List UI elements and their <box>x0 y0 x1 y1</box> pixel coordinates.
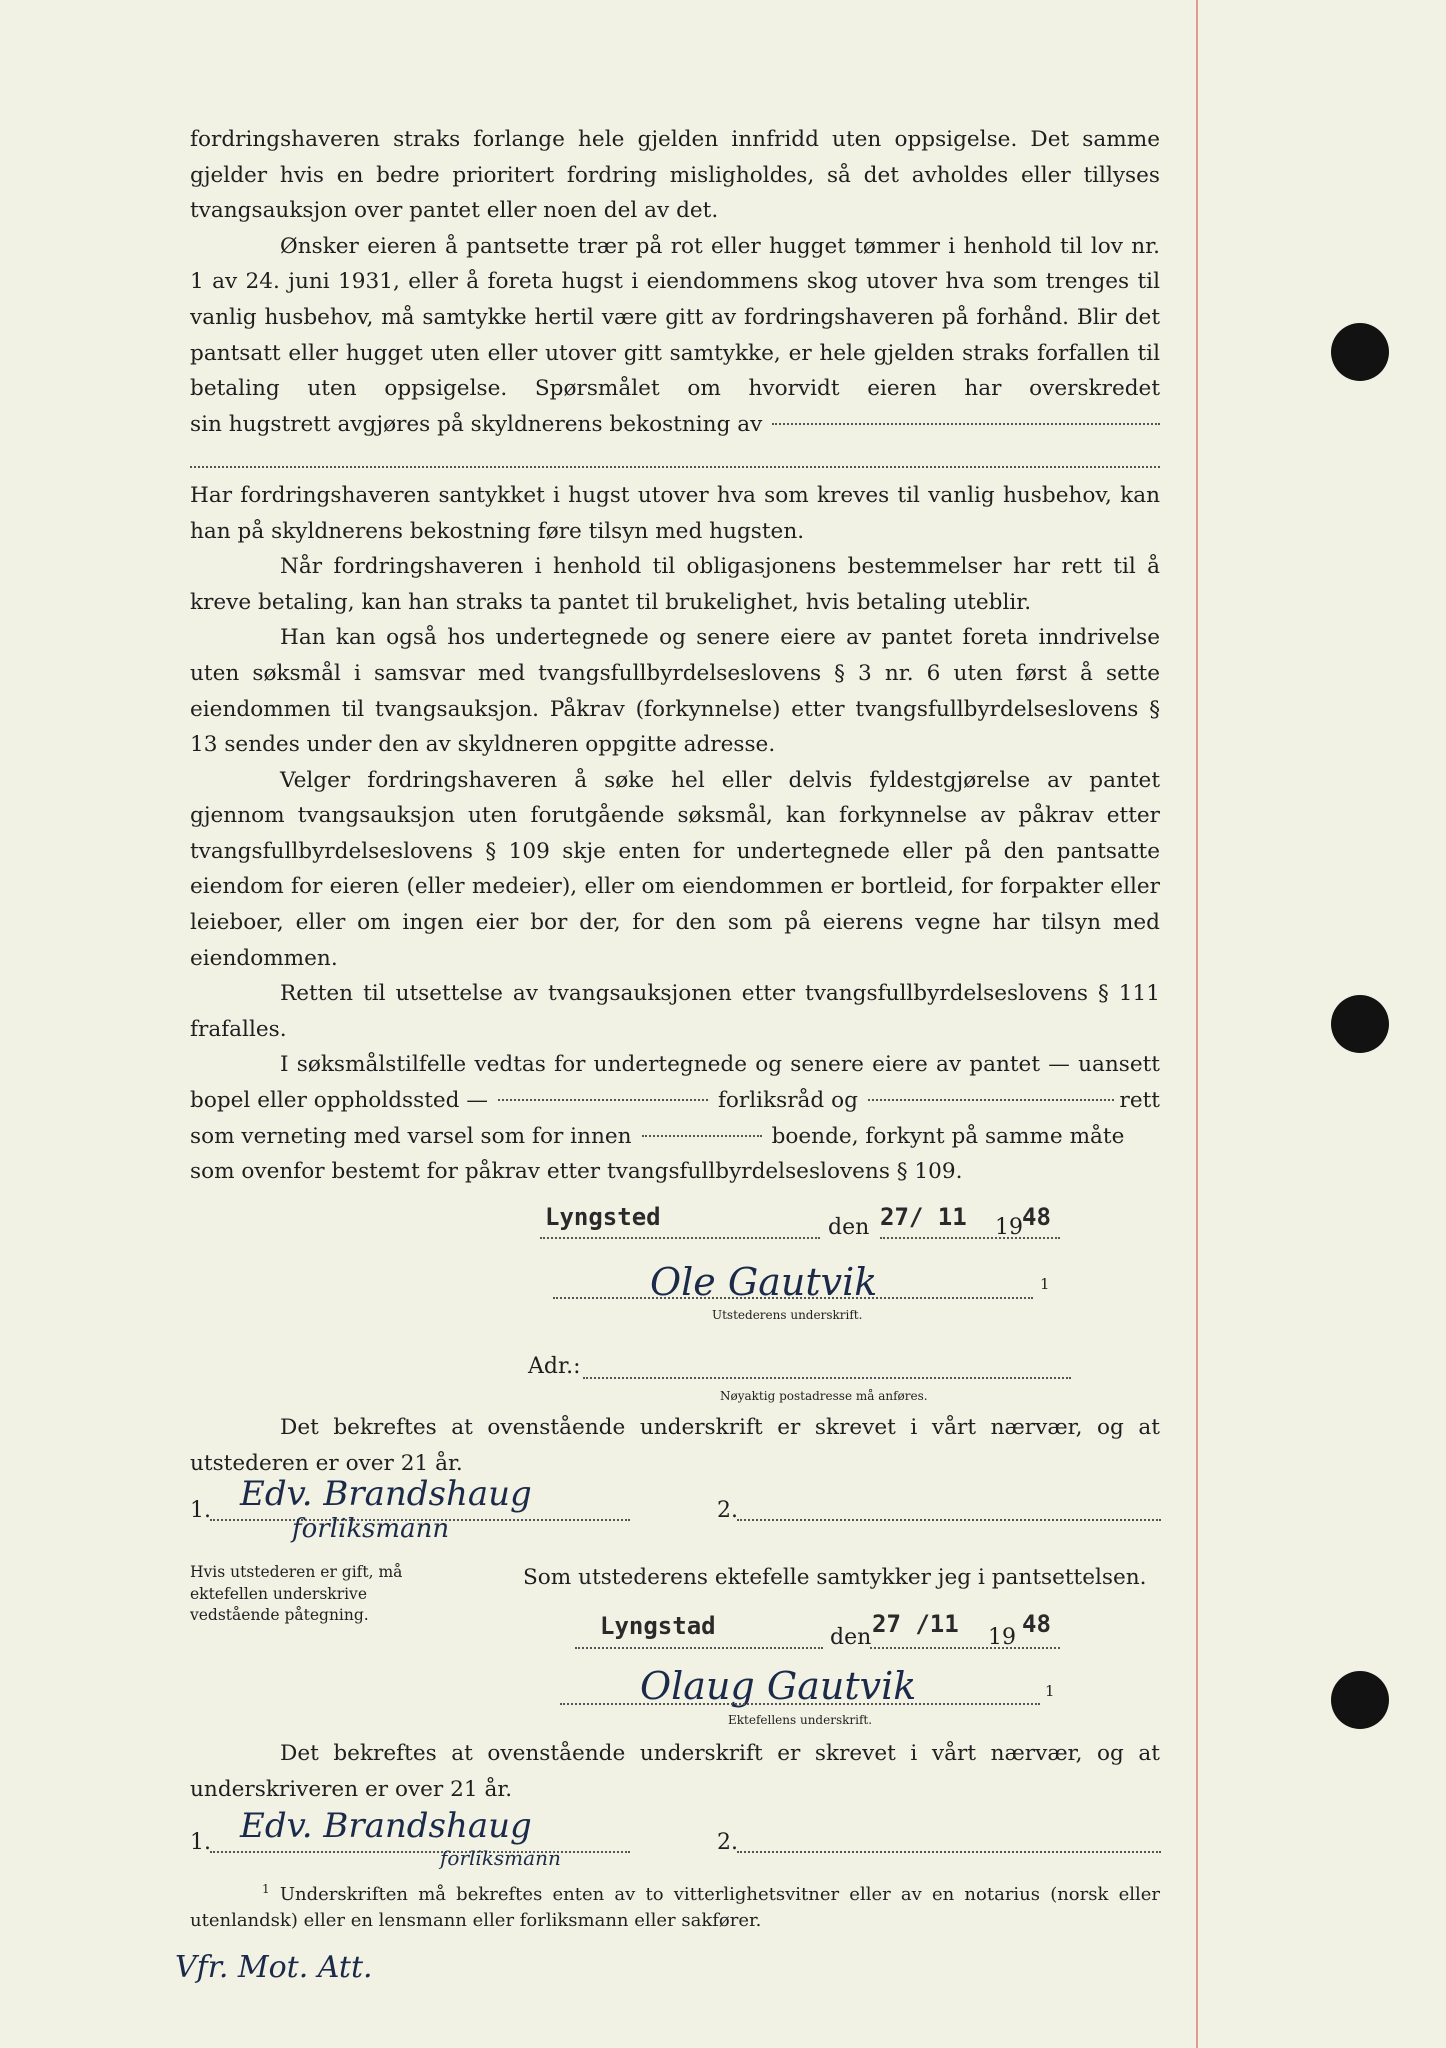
paragraph-text: som verneting med varsel som for innen <box>190 1123 632 1149</box>
witness-title: forliksmann <box>440 1846 561 1870</box>
spouse-consent: Som utstederens ektefelle samtykker jeg i pantsettelsen. <box>523 1565 1147 1590</box>
date-label: den <box>828 1215 870 1240</box>
paragraph: Han kan også hos undertegnede og senere eiere av pantet foreta inndrivelse uten søksmål i samsvar med tvangsfullbyrdelseslovens § 3 nr. 6 uten først å sette eiendommen til tvangsauksjon. Påkrav (forkynnelse) etter tvangsfullbyrdelseslovens § 13 sendes under den av skyldneren oppgitte adresse. <box>190 625 1160 758</box>
handwritten-note: Vfr. Mot. Att. <box>175 1950 373 1985</box>
witness-title: forliksmann <box>292 1514 450 1544</box>
punch-hole <box>1331 995 1389 1053</box>
footnote-mark: 1 <box>262 1882 270 1896</box>
place-typed: Lyngsted <box>545 1203 661 1231</box>
place-field <box>575 1647 823 1649</box>
paragraph-line <box>190 1119 1160 1155</box>
date-label: den <box>830 1625 872 1650</box>
signature-field <box>553 1297 1033 1299</box>
spouse-signature: Olaug Gautvik <box>640 1664 917 1708</box>
spouse-side-note: Hvis utstederen er gift, må ektefellen underskrive vedstående påtegning. <box>190 1563 403 1624</box>
year-prefix: 19 <box>995 1215 1023 1240</box>
paragraph-text: rett <box>1119 1088 1160 1114</box>
address-caption: Nøyaktig postadresse må anføres. <box>720 1389 928 1403</box>
paragraph: Når fordringshaveren i henhold til obligasjonens bestemmelser har rett til å kreve betaling, kan han straks ta pantet til brukelighet, hvis betaling uteblir. <box>190 554 1160 615</box>
witness-field <box>737 1851 1161 1853</box>
footnote-ref: 1 <box>1040 1275 1050 1293</box>
paragraph: som ovenfor bestemt for påkrav etter tvangsfullbyrdelseslovens § 109. <box>190 1159 963 1185</box>
signature-caption: Ektefellens underskrift. <box>728 1713 873 1727</box>
witness-signature: Edv. Brandshaug <box>240 1806 532 1846</box>
date-field <box>880 1237 1060 1239</box>
footnote-text: Underskriften må bekreftes enten av to vitterlighetsvitner eller av en notarius (norsk eller utenlandsk) eller en lensmann eller forliksmann eller sakfører. <box>190 1884 1160 1931</box>
blank-field <box>498 1099 708 1101</box>
signature-field <box>560 1703 1040 1705</box>
blank-field <box>868 1099 1114 1101</box>
witness-number: 1. <box>190 1830 211 1855</box>
signature-caption: Utstederens underskrift. <box>712 1308 863 1322</box>
blank-field <box>772 423 1160 425</box>
date-typed: 27 /11 <box>872 1610 959 1638</box>
witness-number: 2. <box>717 1830 738 1855</box>
margin-rule <box>1196 0 1198 2048</box>
paragraph: Har fordringshaveren santykket i hugst utover hva som kreves til vanlig husbehov, kan han på skyldnerens bekostning føre tilsyn med hugsten. <box>190 482 1160 544</box>
year-typed: 48 <box>1022 1610 1051 1638</box>
paragraph: Velger fordringshaveren å søke hel eller delvis fyldestgjørelse av pantet gjennom tvangsauksjon uten forutgående søksmål, kan forkynnelse av påkrav etter tvangsfullbyrdelseslovens § 109 skje enten for undertegnede eller på den pantsatte eiendom for eieren (eller medeier), eller om eiendommen er bortleid, for forpakter eller leieboer, eller om ingen eier bor der, for den som på eierens vegne har tilsyn med eiendommen. <box>190 767 1160 971</box>
paragraph: I søksmålstilfelle vedtas for undertegnede og senere eiere av pantet — uansett <box>280 1052 1160 1078</box>
witness-text: Det bekreftes at ovenstående underskrift er skrevet i vårt nærvær, og at utstederen er over 21 år. <box>190 1415 1160 1476</box>
paragraph-text: boende, forkynt på samme måte <box>771 1123 1125 1149</box>
paragraph: Ønsker eieren å pantsette trær på rot eller hugget tømmer i henhold til lov nr. 1 av 24. juni 1931, eller å foreta hugst i eiendommens skog utover hva som trenges til vanlig husbehov, må samtykke hertil være gitt av fordringshaveren på forhånd. Blir det pantsatt eller hugget uten eller utover gitt samtykke, er hele gjelden straks forfallen til betaling uten oppsigelse. Spørsmålet om hvorvidt eieren har overskredet <box>190 233 1160 402</box>
blank-field <box>190 442 1160 478</box>
paragraph-text: sin hugstrett avgjøres på skyldnerens bekostning av <box>190 411 763 437</box>
blank-field <box>642 1135 762 1137</box>
witness-number: 2. <box>717 1498 738 1523</box>
paragraph-text: forliksråd og <box>717 1088 858 1114</box>
year-prefix: 19 <box>988 1625 1016 1650</box>
place-field <box>540 1237 820 1239</box>
punch-hole <box>1331 1671 1389 1729</box>
paragraph-line <box>190 407 1160 443</box>
footnote-ref: 1 <box>1045 1682 1055 1700</box>
witness-signature: Edv. Brandshaug <box>240 1474 532 1514</box>
issuer-signature: Ole Gautvik <box>650 1260 878 1304</box>
address-field <box>583 1377 1071 1379</box>
paragraph: fordringshaveren straks forlange hele gjelden innfridd uten oppsigelse. Det samme gjelder hvis en bedre prioritert fordring misligholdes, så det avholdes eller tillyses tvangsauksjon over pantet eller noen del av det. <box>190 127 1160 224</box>
date-typed: 27/ 11 <box>880 1203 967 1231</box>
date-field <box>870 1647 1060 1649</box>
year-typed: 48 <box>1022 1203 1051 1231</box>
footnote <box>190 1876 1160 1934</box>
witness-text: Det bekreftes at ovenstående underskrift er skrevet i vårt nærvær, og at underskriveren er over 21 år. <box>190 1741 1160 1802</box>
paragraph-line <box>190 1083 1160 1119</box>
witness-field <box>737 1519 1161 1521</box>
paragraph-text: bopel eller oppholdssted — <box>190 1088 488 1114</box>
paragraph: Retten til utsettelse av tvangsauksjonen etter tvangsfullbyrdelseslovens § 111 frafalles. <box>190 981 1160 1042</box>
witness-number: 1. <box>190 1498 211 1523</box>
terms-text <box>190 122 1160 1190</box>
punch-hole <box>1331 323 1389 381</box>
witness-field <box>210 1851 630 1853</box>
place-typed: Lyngstad <box>600 1612 716 1640</box>
address-label: Adr.: <box>528 1354 581 1379</box>
